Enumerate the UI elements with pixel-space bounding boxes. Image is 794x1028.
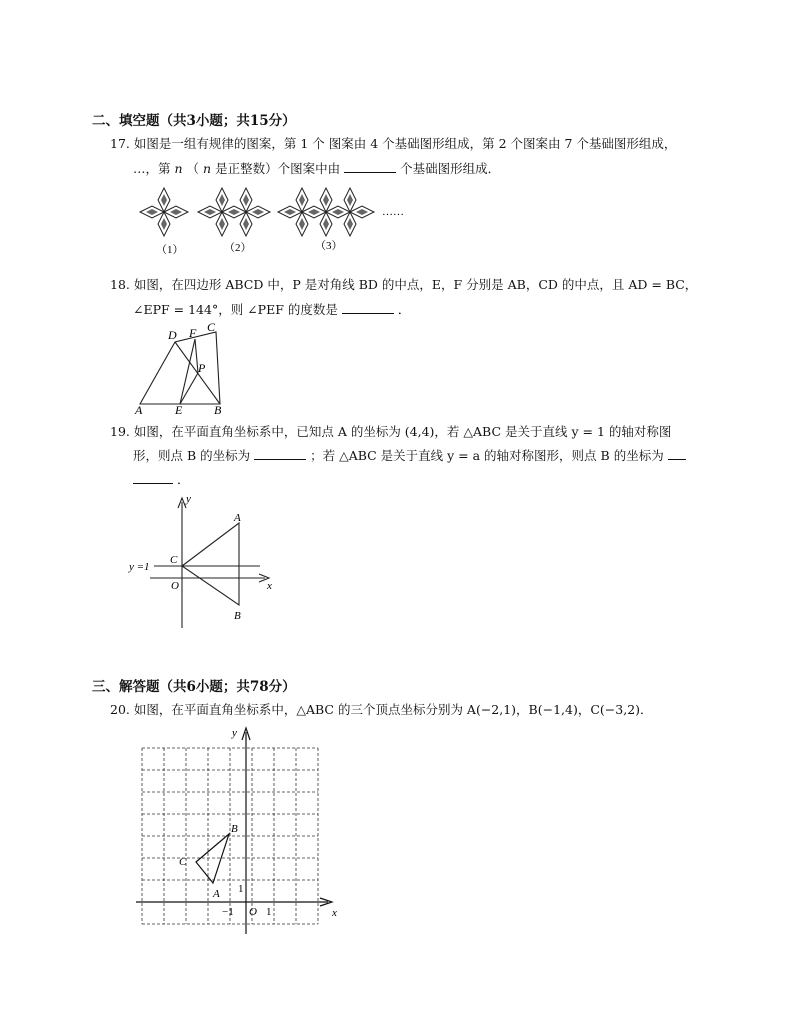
q19-answer-blank-1[interactable] [254,447,306,460]
tick-y-1: 1 [238,883,244,895]
q18-line1: 18. 如图，在四边形 ABCD 中，P 是对角线 BD 的中点，E，F 分别是 AB，CD 的中点，且 AD = BC， [110,277,698,292]
q17-line2: …，第 n （ n 是正整数）个图案中由 个基础图形组成． [133,161,501,176]
q18-quadrilateral-figure [128,318,238,418]
axis-x-label: x [267,580,272,592]
pattern-2 [198,188,270,236]
pattern-1 [140,188,188,236]
pattern-label-1: （1） [156,244,184,256]
q17-line1: 17. 如图是一组有规律的图案，第 1 个 图案由 4 个基础图形组成，第 2 个图案由 7 个基础图形组成， [110,136,677,151]
q19-answer-blank-2b[interactable] [133,471,173,484]
pt-A: A [234,512,241,524]
pt-A: A [135,403,143,417]
q20-line1: 20. 如图，在平面直角坐标系中，△ABC 的三个顶点坐标分别为 A(−2,1)，B(−1,4)，C(−3,2)． [110,702,653,717]
axis-y-label: y [232,727,237,739]
tick-x-1: 1 [266,906,272,918]
pattern-label-2: （2） [224,242,252,254]
pt-O: O [249,906,257,918]
section-title-answer: 三、解答题（共6小题；共78分） [92,679,296,695]
pt-C: C [179,856,187,868]
pattern-3 [278,188,374,236]
q19-line3: ． [133,471,190,488]
pt-D: D [168,328,177,342]
pt-C: C [207,320,216,334]
q19-line2: 形，则点 B 的坐标为 ；若 △ABC 是关于直线 y = a 的轴对称图形，则点 B 的坐标为 [133,447,686,464]
q19-coordinate-figure [125,490,285,632]
pt-O: O [171,580,179,592]
axis-x-label: x [332,907,337,919]
q20-grid-figure [130,722,345,937]
axis-y-label: y [186,493,191,505]
pt-P: P [198,361,206,375]
pt-B: B [214,403,222,417]
pt-A: A [213,888,220,900]
line-y1-label: y =1 [129,561,150,573]
q19-line1: 19. 如图，在平面直角坐标系中，已知点 A 的坐标为 (4,4)，若 △ABC 是关于直线 y = 1 的轴对称图 [110,424,672,439]
pt-C: C [170,554,178,566]
q18-line2: ∠EPF = 144°，则 ∠PEF 的度数是 ． [133,302,411,317]
pt-B: B [234,610,241,622]
grid-lines [142,748,318,924]
section-title-fill-in: 二、填空题（共3小题；共15分） [92,113,296,129]
pattern-label-3: （3） [315,240,343,252]
pt-F: F [189,326,197,340]
pt-E: E [175,403,183,417]
q19-answer-blank-2a[interactable] [668,447,686,460]
q18-answer-blank[interactable] [342,301,394,314]
q17-pattern-figure [130,182,420,262]
pattern-ellipsis: …… [382,206,404,218]
pt-B: B [231,823,238,835]
q17-answer-blank[interactable] [344,160,396,173]
tick-x-neg1: −1 [222,906,234,918]
